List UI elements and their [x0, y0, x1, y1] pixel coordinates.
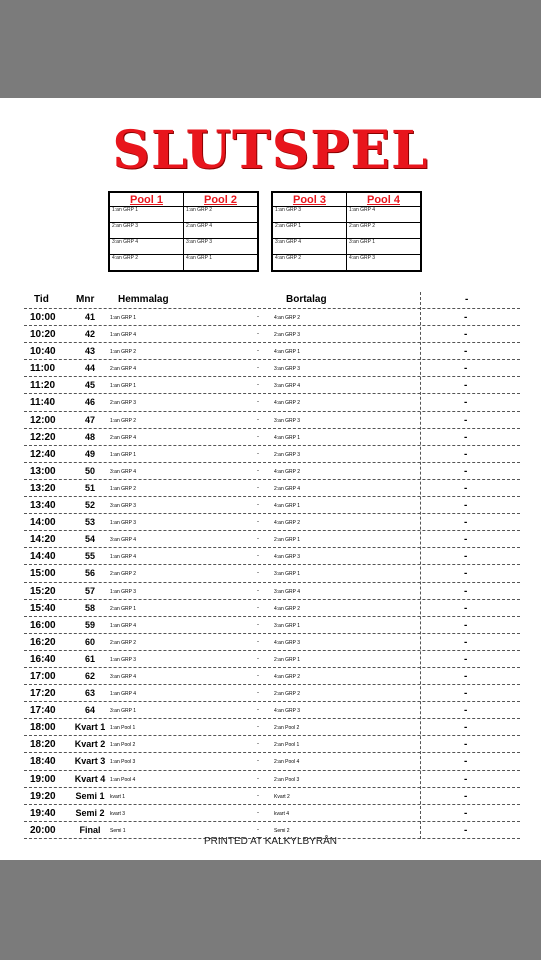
separator: -	[257, 587, 259, 594]
table-row	[24, 480, 520, 497]
match-time: 15:00	[30, 568, 56, 580]
document-page	[0, 98, 541, 860]
separator: -	[257, 519, 259, 526]
match-number: 45	[84, 380, 95, 391]
result-cell: -	[464, 414, 468, 426]
result-cell: -	[464, 670, 468, 682]
separator: -	[257, 416, 259, 423]
result-cell: -	[464, 431, 468, 443]
match-time: 15:20	[30, 585, 56, 597]
home-team: 2:an GRP 3	[110, 400, 137, 407]
match-number: 49	[84, 448, 95, 459]
home-team: 1:an GRP 4	[110, 554, 137, 561]
match-time: 10:00	[30, 312, 56, 323]
separator: -	[257, 553, 259, 560]
table-row	[24, 634, 520, 651]
away-team: 2:an GRP 2	[274, 691, 301, 698]
match-number: Kvart 1	[74, 722, 106, 733]
home-team: 1:an GRP 3	[110, 520, 137, 527]
match-number: 47	[84, 414, 95, 425]
separator: -	[257, 826, 259, 833]
result-cell: -	[464, 619, 468, 631]
home-team: 1:an GRP 3	[110, 588, 137, 595]
table-row	[24, 753, 520, 770]
separator: -	[257, 724, 259, 731]
home-team: 2:an GRP 2	[110, 639, 137, 646]
result-cell: -	[464, 602, 468, 614]
result-cell: -	[464, 551, 468, 563]
result-cell: -	[464, 312, 468, 323]
separator: -	[257, 690, 259, 697]
match-time: 19:20	[30, 790, 56, 802]
home-team: 1:an GRP 2	[110, 349, 137, 356]
table-row	[24, 651, 520, 668]
home-team: 3:an GRP 4	[110, 673, 137, 680]
pool-header: Pool 4	[347, 192, 422, 207]
match-number: 57	[84, 585, 95, 596]
header-bortalag: Bortalag	[286, 294, 327, 305]
separator: -	[257, 809, 259, 816]
separator: -	[257, 365, 259, 372]
table-row	[24, 377, 520, 394]
header-tid: Tid	[34, 294, 49, 305]
schedule-header	[24, 292, 520, 309]
match-number: Semi 2	[75, 807, 105, 818]
separator: -	[257, 792, 259, 799]
separator: -	[257, 433, 259, 440]
pool-header: Pool 1	[109, 192, 184, 207]
match-number: 52	[84, 500, 95, 511]
match-time: 13:00	[30, 465, 56, 477]
result-cell: -	[464, 807, 468, 819]
home-team: 1:an GRP 3	[110, 656, 137, 663]
home-team: 1:an GRP 4	[110, 691, 137, 698]
home-team: 1:an GRP 1	[110, 451, 137, 458]
away-team: 2:an GRP 3	[274, 332, 301, 339]
match-number: 41	[84, 312, 95, 322]
away-team: 4:an GRP 1	[274, 434, 301, 441]
match-number: 60	[84, 636, 95, 647]
result-cell: -	[464, 756, 468, 768]
away-team: 3:an GRP 1	[274, 622, 301, 629]
schedule-rows	[24, 309, 520, 839]
table-row	[24, 446, 520, 463]
away-team: 2:an GRP 3	[274, 451, 301, 458]
pool-cell: 2:an GRP 3	[109, 223, 184, 239]
separator: -	[257, 331, 259, 338]
table-row	[24, 548, 520, 565]
away-team: 4:an GRP 1	[274, 349, 301, 356]
result-cell: -	[464, 688, 468, 700]
table-row	[24, 685, 520, 702]
table-row	[24, 736, 520, 753]
table-row	[24, 771, 520, 788]
home-team: 1:an Pool 3	[110, 759, 136, 766]
match-number: 48	[84, 431, 95, 442]
result-cell: -	[464, 585, 468, 597]
home-team: 2:an GRP 2	[110, 571, 137, 578]
match-number: 54	[84, 534, 95, 545]
pool-cell: 2:an GRP 4	[184, 223, 259, 239]
table-row	[24, 360, 520, 377]
result-cell: -	[464, 380, 468, 392]
pool-cell: 4:an GRP 3	[347, 255, 422, 272]
match-time: 17:40	[30, 705, 56, 717]
pool-cell: 4:an GRP 2	[272, 255, 347, 272]
result-cell: -	[464, 705, 468, 717]
match-number: 50	[84, 465, 95, 476]
away-team: 3:an GRP 3	[274, 417, 301, 424]
home-team: 2:an GRP 4	[110, 366, 137, 373]
bottom-bar	[0, 860, 541, 960]
home-team: kvart 3	[110, 810, 126, 817]
match-time: 12:40	[30, 448, 56, 460]
pool-cell: 4:an GRP 1	[184, 255, 259, 272]
table-row	[24, 617, 520, 634]
home-team: 1:an GRP 1	[110, 315, 137, 321]
match-number: Kvart 4	[74, 773, 106, 784]
home-team: 1:an GRP 2	[110, 417, 137, 424]
result-cell: -	[464, 363, 468, 375]
result-cell: -	[464, 739, 468, 751]
separator: -	[257, 741, 259, 748]
table-row	[24, 497, 520, 514]
footer-printed: PRINTED AT KALKYLBYRÅN	[203, 836, 337, 847]
result-cell: -	[464, 482, 468, 494]
table-row	[24, 788, 520, 805]
home-team: 1:an GRP 1	[110, 383, 137, 390]
match-time: 17:20	[30, 688, 56, 700]
home-team: 1:an Pool 2	[110, 742, 136, 749]
pool-header: Pool 2	[184, 192, 259, 207]
pool-cell: 1:an GRP 4	[347, 207, 422, 223]
away-team: 4:an GRP 2	[274, 315, 301, 321]
match-time: 10:20	[30, 329, 56, 341]
pool-table-right	[271, 191, 422, 272]
table-row	[24, 429, 520, 446]
match-time: 11:00	[30, 363, 56, 375]
match-time: 15:40	[30, 602, 56, 614]
match-time: 20:00	[30, 824, 56, 836]
match-time: 11:20	[30, 380, 56, 392]
separator: -	[257, 707, 259, 714]
pool-cell: 4:an GRP 2	[109, 255, 184, 272]
result-cell: -	[464, 534, 468, 546]
page-title: SLUTSPEL	[112, 120, 429, 181]
match-time: 16:20	[30, 636, 56, 648]
away-team: 2:an Pool 2	[274, 725, 300, 732]
match-number: 46	[84, 397, 95, 408]
table-row	[24, 600, 520, 617]
table-row	[24, 702, 520, 719]
separator: -	[257, 672, 259, 679]
away-team: 2:an GRP 1	[274, 656, 301, 663]
away-team: 4:an GRP 2	[274, 605, 301, 612]
match-time: 10:40	[30, 346, 56, 358]
match-time: 14:40	[30, 551, 56, 563]
separator: -	[257, 655, 259, 662]
pool-table-left	[108, 191, 259, 272]
separator: -	[257, 604, 259, 611]
table-row	[24, 668, 520, 685]
result-cell: -	[464, 517, 468, 529]
header-mnr: Mnr	[76, 294, 95, 305]
away-team: 4:an GRP 2	[274, 673, 301, 680]
home-team: 1:an GRP 2	[110, 485, 137, 492]
result-cell: -	[464, 448, 468, 460]
away-team: 2:an Pool 4	[274, 759, 300, 766]
home-team: 3:an GRP 3	[110, 503, 137, 510]
table-row	[24, 565, 520, 582]
match-number: 58	[84, 602, 95, 613]
table-row	[24, 343, 520, 360]
top-bar	[0, 0, 541, 98]
table-row	[24, 412, 520, 429]
pool-cell: 1:an GRP 3	[272, 207, 347, 223]
pool-cell: 2:an GRP 2	[347, 223, 422, 239]
away-team: 4:an GRP 3	[274, 554, 301, 561]
result-cell: -	[464, 568, 468, 580]
match-time: 18:00	[30, 722, 56, 734]
match-time: 16:00	[30, 619, 56, 631]
separator: -	[257, 314, 259, 320]
match-number: Kvart 3	[74, 756, 106, 767]
away-team: 3:an GRP 1	[274, 571, 301, 578]
match-number: 44	[84, 363, 95, 374]
away-team: kvart 4	[274, 810, 290, 817]
match-time: 14:20	[30, 534, 56, 546]
match-time: 14:00	[30, 517, 56, 529]
table-row	[24, 326, 520, 343]
result-cell: -	[464, 824, 468, 836]
pool-cell: 1:an GRP 1	[109, 207, 184, 223]
home-team: 1:an GRP 4	[110, 622, 137, 629]
separator: -	[257, 638, 259, 645]
home-team: kvart 1	[110, 793, 126, 800]
away-team: Kvart 2	[274, 793, 290, 800]
table-row	[24, 531, 520, 548]
match-number: Kvart 2	[74, 739, 106, 750]
match-time: 17:00	[30, 670, 56, 682]
match-time: 16:40	[30, 653, 56, 665]
separator: -	[257, 536, 259, 543]
pool-cell: 3:an GRP 4	[272, 239, 347, 255]
match-time: 18:40	[30, 756, 56, 768]
separator: -	[257, 758, 259, 765]
away-team: 3:an GRP 4	[274, 383, 301, 390]
match-time: 13:20	[30, 482, 56, 494]
match-number: 51	[84, 482, 95, 493]
separator: -	[257, 450, 259, 457]
home-team: 1:an GRP 4	[110, 332, 137, 339]
separator: -	[257, 484, 259, 491]
match-number: 62	[84, 670, 95, 681]
result-cell: -	[464, 329, 468, 341]
separator: -	[257, 502, 259, 509]
home-team: 3:an GRP 4	[110, 537, 137, 544]
separator: -	[257, 570, 259, 577]
away-team: 4:an GRP 2	[274, 468, 301, 475]
match-number: 42	[84, 329, 95, 340]
table-row	[24, 583, 520, 600]
match-number: 43	[84, 346, 95, 357]
away-team: 4:an GRP 2	[274, 520, 301, 527]
match-time: 18:20	[30, 739, 56, 751]
result-cell: -	[464, 653, 468, 665]
home-team: Semi 1	[110, 827, 126, 834]
match-schedule	[24, 292, 520, 839]
pool-cell: 1:an GRP 2	[184, 207, 259, 223]
match-number: Semi 1	[75, 790, 105, 801]
match-number: Final	[79, 824, 101, 835]
table-row	[24, 514, 520, 531]
table-row	[24, 719, 520, 736]
away-team: 4:an GRP 1	[274, 503, 301, 510]
pool-cell: 2:an GRP 1	[272, 223, 347, 239]
home-team: 2:an GRP 1	[110, 605, 137, 612]
away-team: 3:an GRP 4	[274, 588, 301, 595]
away-team: 2:an GRP 4	[274, 485, 301, 492]
separator: -	[257, 467, 259, 474]
home-team: 3:an GRP 4	[110, 468, 137, 475]
away-team: 2:an Pool 1	[274, 742, 300, 749]
result-cell: -	[464, 465, 468, 477]
away-team: 4:an GRP 3	[274, 639, 301, 646]
result-cell: -	[464, 773, 468, 785]
table-row	[24, 394, 520, 411]
match-time: 12:00	[30, 414, 56, 426]
result-cell: -	[464, 397, 468, 409]
away-team: 3:an GRP 3	[274, 366, 301, 373]
match-time: 11:40	[30, 397, 56, 409]
pool-cell: 3:an GRP 3	[184, 239, 259, 255]
table-row	[24, 463, 520, 480]
separator: -	[257, 382, 259, 389]
match-time: 13:40	[30, 500, 56, 512]
match-number: 64	[84, 705, 95, 716]
home-team: 3:an GRP 1	[110, 708, 137, 715]
pool-cell: 3:an GRP 4	[109, 239, 184, 255]
table-row	[24, 805, 520, 822]
pool-header: Pool 3	[272, 192, 347, 207]
home-team: 1:an Pool 4	[110, 776, 136, 783]
result-cell: -	[464, 500, 468, 512]
home-team: 1:an Pool 1	[110, 725, 136, 732]
away-team: Semi 2	[274, 827, 290, 834]
result-cell: -	[464, 636, 468, 648]
away-team: 2:an GRP 1	[274, 537, 301, 544]
separator: -	[257, 399, 259, 406]
table-row	[24, 309, 520, 326]
match-number: 55	[84, 551, 95, 562]
match-number: 61	[84, 653, 95, 664]
away-team: 4:an GRP 3	[274, 708, 301, 715]
header-hemmalag: Hemmalag	[118, 294, 169, 305]
match-number: 63	[84, 688, 95, 699]
match-number: 56	[84, 568, 95, 579]
away-team: 2:an Pool 3	[274, 776, 300, 783]
pool-cell: 3:an GRP 1	[347, 239, 422, 255]
match-time: 12:20	[30, 431, 56, 443]
separator: -	[257, 775, 259, 782]
away-team: 4:an GRP 2	[274, 400, 301, 407]
result-cell: -	[464, 790, 468, 802]
match-time: 19:00	[30, 773, 56, 785]
match-time: 19:40	[30, 807, 56, 819]
result-cell: -	[464, 722, 468, 734]
match-number: 53	[84, 517, 95, 528]
home-team: 2:an GRP 4	[110, 434, 137, 441]
result-cell: -	[464, 346, 468, 358]
separator: -	[257, 621, 259, 628]
match-number: 59	[84, 619, 95, 630]
separator: -	[257, 348, 259, 355]
header-result: -	[465, 294, 469, 305]
